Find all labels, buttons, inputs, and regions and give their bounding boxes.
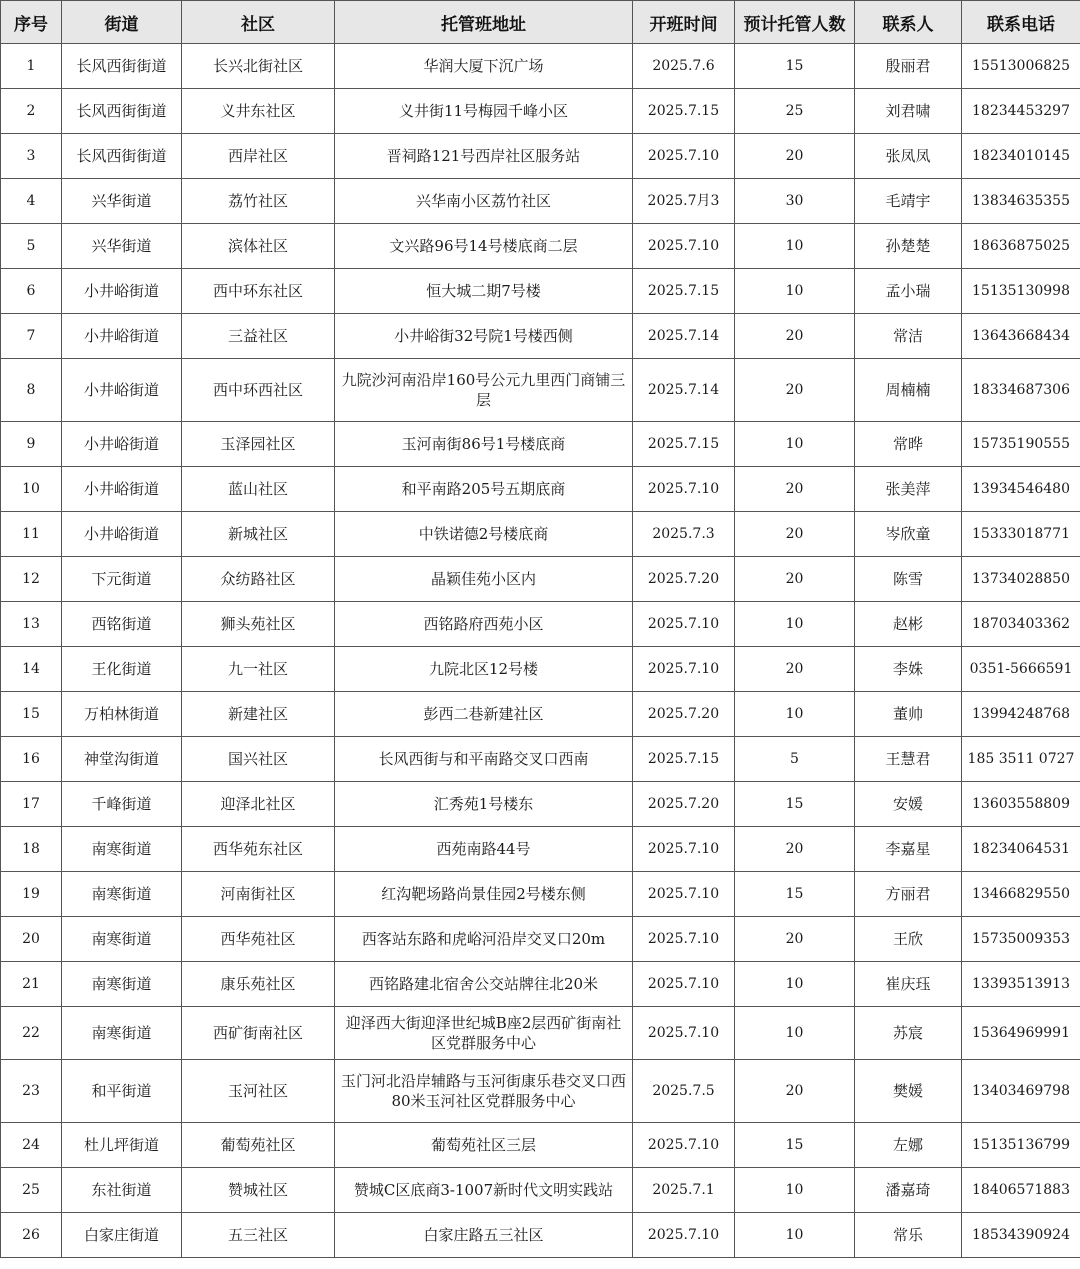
cell-subdistrict: 长风西街街道	[62, 89, 182, 134]
cell-phone: 15135136799	[962, 1123, 1080, 1168]
cell-capacity: 10	[735, 692, 855, 737]
cell-phone: 15333018771	[962, 512, 1080, 557]
cell-capacity: 10	[735, 1213, 855, 1258]
cell-subdistrict: 东社街道	[62, 1168, 182, 1213]
cell-start-date: 2025.7.1	[633, 1168, 735, 1213]
cell-contact: 常洁	[855, 314, 962, 359]
cell-contact: 常晔	[855, 422, 962, 467]
cell-contact: 安媛	[855, 782, 962, 827]
table-row	[1, 512, 1080, 557]
cell-capacity: 10	[735, 269, 855, 314]
cell-subdistrict: 南寒街道	[62, 1007, 182, 1060]
table-row	[1, 602, 1080, 647]
cell-phone: 15513006825	[962, 44, 1080, 89]
cell-index: 17	[1, 782, 62, 827]
cell-capacity: 30	[735, 179, 855, 224]
cell-index: 26	[1, 1213, 62, 1258]
cell-phone: 15364969991	[962, 1007, 1080, 1060]
cell-address: 彭西二巷新建社区	[335, 692, 633, 737]
table-row	[1, 1213, 1080, 1258]
cell-start-date: 2025.7.20	[633, 692, 735, 737]
cell-community: 赞城社区	[182, 1168, 335, 1213]
table-row	[1, 422, 1080, 467]
cell-address: 恒大城二期7号楼	[335, 269, 633, 314]
cell-subdistrict: 白家庄街道	[62, 1213, 182, 1258]
cell-phone: 15135130998	[962, 269, 1080, 314]
cell-subdistrict: 小井峪街道	[62, 314, 182, 359]
table-row	[1, 314, 1080, 359]
cell-start-date: 2025.7.10	[633, 827, 735, 872]
cell-community: 葡萄苑社区	[182, 1123, 335, 1168]
cell-address: 九院沙河南沿岸160号公元九里西门商铺三层	[335, 359, 633, 422]
header-contact: 联系人	[855, 1, 962, 44]
cell-phone: 13734028850	[962, 557, 1080, 602]
cell-community: 滨体社区	[182, 224, 335, 269]
cell-subdistrict: 小井峪街道	[62, 512, 182, 557]
cell-address: 小井峪街32号院1号楼西侧	[335, 314, 633, 359]
cell-capacity: 10	[735, 1007, 855, 1060]
cell-capacity: 20	[735, 134, 855, 179]
cell-contact: 王欣	[855, 917, 962, 962]
header-community: 社区	[182, 1, 335, 44]
cell-contact: 王慧君	[855, 737, 962, 782]
cell-community: 荔竹社区	[182, 179, 335, 224]
cell-index: 13	[1, 602, 62, 647]
cell-contact: 董帅	[855, 692, 962, 737]
header-address: 托管班地址	[335, 1, 633, 44]
cell-contact: 李姝	[855, 647, 962, 692]
cell-subdistrict: 南寒街道	[62, 827, 182, 872]
cell-address: 汇秀苑1号楼东	[335, 782, 633, 827]
cell-subdistrict: 千峰街道	[62, 782, 182, 827]
cell-index: 10	[1, 467, 62, 512]
cell-community: 西矿街南社区	[182, 1007, 335, 1060]
cell-community: 新建社区	[182, 692, 335, 737]
cell-phone: 18334687306	[962, 359, 1080, 422]
cell-community: 义井东社区	[182, 89, 335, 134]
cell-contact: 张美萍	[855, 467, 962, 512]
cell-index: 12	[1, 557, 62, 602]
cell-phone: 18234064531	[962, 827, 1080, 872]
table-row	[1, 872, 1080, 917]
table-row	[1, 647, 1080, 692]
cell-capacity: 20	[735, 827, 855, 872]
cell-capacity: 15	[735, 44, 855, 89]
table-row	[1, 89, 1080, 134]
cell-address: 九院北区12号楼	[335, 647, 633, 692]
cell-capacity: 10	[735, 602, 855, 647]
cell-start-date: 2025.7.10	[633, 467, 735, 512]
cell-subdistrict: 和平街道	[62, 1060, 182, 1123]
cell-capacity: 15	[735, 782, 855, 827]
cell-phone: 13834635355	[962, 179, 1080, 224]
table-row	[1, 1168, 1080, 1213]
cell-address: 玉门河北沿岸辅路与玉河街康乐巷交叉口西80米玉河社区党群服务中心	[335, 1060, 633, 1123]
table-row	[1, 179, 1080, 224]
cell-subdistrict: 下元街道	[62, 557, 182, 602]
cell-phone: 0351-5666591	[962, 647, 1080, 692]
header-capacity: 预计托管人数	[735, 1, 855, 44]
cell-address: 中铁诺德2号楼底商	[335, 512, 633, 557]
cell-community: 西岸社区	[182, 134, 335, 179]
cell-start-date: 2025.7.15	[633, 422, 735, 467]
cell-capacity: 20	[735, 467, 855, 512]
cell-start-date: 2025.7.10	[633, 917, 735, 962]
table-row	[1, 269, 1080, 314]
cell-address: 白家庄路五三社区	[335, 1213, 633, 1258]
cell-subdistrict: 王化街道	[62, 647, 182, 692]
table-row	[1, 224, 1080, 269]
cell-subdistrict: 南寒街道	[62, 917, 182, 962]
cell-subdistrict: 西铭街道	[62, 602, 182, 647]
cell-phone: 18406571883	[962, 1168, 1080, 1213]
cell-index: 5	[1, 224, 62, 269]
cell-contact: 岑欣童	[855, 512, 962, 557]
cell-subdistrict: 小井峪街道	[62, 467, 182, 512]
cell-address: 红沟靶场路尚景佳园2号楼东侧	[335, 872, 633, 917]
header-index: 序号	[1, 1, 62, 44]
table-row	[1, 134, 1080, 179]
cell-start-date: 2025.7.10	[633, 224, 735, 269]
cell-index: 9	[1, 422, 62, 467]
cell-capacity: 20	[735, 647, 855, 692]
cell-start-date: 2025.7.10	[633, 872, 735, 917]
cell-address: 葡萄苑社区三层	[335, 1123, 633, 1168]
cell-capacity: 10	[735, 1168, 855, 1213]
cell-subdistrict: 万柏林街道	[62, 692, 182, 737]
cell-start-date: 2025.7.10	[633, 962, 735, 1007]
cell-contact: 陈雪	[855, 557, 962, 602]
cell-subdistrict: 南寒街道	[62, 962, 182, 1007]
cell-address: 西铭路建北宿舍公交站牌往北20米	[335, 962, 633, 1007]
cell-capacity: 20	[735, 557, 855, 602]
cell-address: 兴华南小区荔竹社区	[335, 179, 633, 224]
cell-phone: 18234010145	[962, 134, 1080, 179]
cell-phone: 18703403362	[962, 602, 1080, 647]
cell-capacity: 15	[735, 1123, 855, 1168]
table-row	[1, 827, 1080, 872]
cell-phone: 13994248768	[962, 692, 1080, 737]
cell-address: 华润大厦下沉广场	[335, 44, 633, 89]
cell-index: 8	[1, 359, 62, 422]
cell-capacity: 20	[735, 1060, 855, 1123]
table-row	[1, 44, 1080, 89]
cell-address: 长风西街与和平南路交叉口西南	[335, 737, 633, 782]
cell-start-date: 2025.7.20	[633, 557, 735, 602]
cell-index: 23	[1, 1060, 62, 1123]
cell-community: 五三社区	[182, 1213, 335, 1258]
cell-community: 西中环西社区	[182, 359, 335, 422]
cell-community: 长兴北街社区	[182, 44, 335, 89]
cell-address: 赞城C区底商3-1007新时代文明实践站	[335, 1168, 633, 1213]
cell-community: 西华苑社区	[182, 917, 335, 962]
table-row	[1, 557, 1080, 602]
cell-community: 河南街社区	[182, 872, 335, 917]
cell-address: 和平南路205号五期底商	[335, 467, 633, 512]
cell-contact: 苏宸	[855, 1007, 962, 1060]
cell-capacity: 15	[735, 872, 855, 917]
cell-contact: 潘嘉琦	[855, 1168, 962, 1213]
cell-index: 1	[1, 44, 62, 89]
cell-start-date: 2025.7.10	[633, 1213, 735, 1258]
cell-community: 九一社区	[182, 647, 335, 692]
cell-phone: 15735190555	[962, 422, 1080, 467]
table-row	[1, 782, 1080, 827]
cell-contact: 方丽君	[855, 872, 962, 917]
cell-index: 4	[1, 179, 62, 224]
table-row	[1, 737, 1080, 782]
cell-contact: 周楠楠	[855, 359, 962, 422]
cell-phone: 185 3511 0727	[962, 737, 1080, 782]
cell-subdistrict: 神堂沟街道	[62, 737, 182, 782]
cell-community: 众纺路社区	[182, 557, 335, 602]
cell-index: 11	[1, 512, 62, 557]
cell-start-date: 2025.7.14	[633, 314, 735, 359]
table-row	[1, 1060, 1080, 1123]
cell-address: 西铭路府西苑小区	[335, 602, 633, 647]
cell-address: 义井街11号梅园千峰小区	[335, 89, 633, 134]
cell-subdistrict: 南寒街道	[62, 872, 182, 917]
table-row	[1, 917, 1080, 962]
cell-contact: 樊媛	[855, 1060, 962, 1123]
table-row	[1, 1007, 1080, 1060]
cell-index: 2	[1, 89, 62, 134]
cell-capacity: 20	[735, 512, 855, 557]
cell-index: 24	[1, 1123, 62, 1168]
cell-contact: 刘君啸	[855, 89, 962, 134]
cell-start-date: 2025.7.10	[633, 1007, 735, 1060]
cell-phone: 18636875025	[962, 224, 1080, 269]
cell-contact: 赵彬	[855, 602, 962, 647]
table-row	[1, 692, 1080, 737]
cell-community: 狮头苑社区	[182, 602, 335, 647]
cell-community: 国兴社区	[182, 737, 335, 782]
cell-community: 三益社区	[182, 314, 335, 359]
cell-contact: 常乐	[855, 1213, 962, 1258]
cell-index: 14	[1, 647, 62, 692]
cell-index: 18	[1, 827, 62, 872]
cell-start-date: 2025.7.14	[633, 359, 735, 422]
table-body	[1, 44, 1080, 1258]
cell-phone: 18234453297	[962, 89, 1080, 134]
header-subdistrict: 街道	[62, 1, 182, 44]
cell-subdistrict: 长风西街街道	[62, 134, 182, 179]
header-phone: 联系电话	[962, 1, 1080, 44]
cell-subdistrict: 兴华街道	[62, 224, 182, 269]
cell-capacity: 25	[735, 89, 855, 134]
cell-address: 晋祠路121号西岸社区服务站	[335, 134, 633, 179]
cell-index: 22	[1, 1007, 62, 1060]
cell-capacity: 10	[735, 422, 855, 467]
cell-contact: 殷丽君	[855, 44, 962, 89]
table-row	[1, 962, 1080, 1007]
cell-start-date: 2025.7.10	[633, 134, 735, 179]
cell-phone: 13603558809	[962, 782, 1080, 827]
cell-address: 晶颖佳苑小区内	[335, 557, 633, 602]
cell-community: 蓝山社区	[182, 467, 335, 512]
cell-index: 15	[1, 692, 62, 737]
cell-contact: 孟小瑞	[855, 269, 962, 314]
cell-address: 玉河南街86号1号楼底商	[335, 422, 633, 467]
cell-contact: 李嘉星	[855, 827, 962, 872]
cell-phone: 13934546480	[962, 467, 1080, 512]
cell-start-date: 2025.7.5	[633, 1060, 735, 1123]
cell-start-date: 2025.7.6	[633, 44, 735, 89]
table-row	[1, 1123, 1080, 1168]
cell-community: 西华苑东社区	[182, 827, 335, 872]
cell-contact: 左娜	[855, 1123, 962, 1168]
cell-contact: 毛靖宇	[855, 179, 962, 224]
cell-index: 19	[1, 872, 62, 917]
cell-address: 西客站东路和虎峪河沿岸交叉口20m	[335, 917, 633, 962]
cell-phone: 18534390924	[962, 1213, 1080, 1258]
table-row	[1, 467, 1080, 512]
cell-address: 迎泽西大街迎泽世纪城B座2层西矿街南社区党群服务中心	[335, 1007, 633, 1060]
table-row	[1, 359, 1080, 422]
cell-capacity: 20	[735, 917, 855, 962]
cell-subdistrict: 小井峪街道	[62, 269, 182, 314]
cell-address: 西苑南路44号	[335, 827, 633, 872]
cell-start-date: 2025.7.15	[633, 89, 735, 134]
cell-start-date: 2025.7.10	[633, 647, 735, 692]
cell-community: 玉泽园社区	[182, 422, 335, 467]
cell-index: 3	[1, 134, 62, 179]
cell-address: 文兴路96号14号楼底商二层	[335, 224, 633, 269]
cell-capacity: 20	[735, 359, 855, 422]
cell-start-date: 2025.7.15	[633, 737, 735, 782]
cell-start-date: 2025.7.3	[633, 512, 735, 557]
cell-start-date: 2025.7.10	[633, 602, 735, 647]
cell-community: 迎泽北社区	[182, 782, 335, 827]
cell-contact: 孙楚楚	[855, 224, 962, 269]
cell-phone: 13466829550	[962, 872, 1080, 917]
cell-community: 西中环东社区	[182, 269, 335, 314]
cell-subdistrict: 兴华街道	[62, 179, 182, 224]
header-start-date: 开班时间	[633, 1, 735, 44]
cell-capacity: 10	[735, 224, 855, 269]
cell-capacity: 10	[735, 962, 855, 1007]
cell-community: 康乐苑社区	[182, 962, 335, 1007]
cell-start-date: 2025.7.10	[633, 1123, 735, 1168]
table-header-row	[1, 1, 1080, 44]
cell-index: 16	[1, 737, 62, 782]
cell-index: 6	[1, 269, 62, 314]
cell-community: 新城社区	[182, 512, 335, 557]
cell-phone: 13403469798	[962, 1060, 1080, 1123]
cell-phone: 15735009353	[962, 917, 1080, 962]
cell-subdistrict: 小井峪街道	[62, 422, 182, 467]
cell-start-date: 2025.7月3	[633, 179, 735, 224]
cell-subdistrict: 长风西街街道	[62, 44, 182, 89]
cell-subdistrict: 杜儿坪街道	[62, 1123, 182, 1168]
cell-community: 玉河社区	[182, 1060, 335, 1123]
cell-index: 20	[1, 917, 62, 962]
cell-index: 21	[1, 962, 62, 1007]
cell-phone: 13393513913	[962, 962, 1080, 1007]
cell-phone: 13643668434	[962, 314, 1080, 359]
cell-index: 7	[1, 314, 62, 359]
cell-start-date: 2025.7.20	[633, 782, 735, 827]
cell-capacity: 5	[735, 737, 855, 782]
cell-index: 25	[1, 1168, 62, 1213]
cell-start-date: 2025.7.15	[633, 269, 735, 314]
cell-contact: 张凤凤	[855, 134, 962, 179]
cell-capacity: 20	[735, 314, 855, 359]
cell-subdistrict: 小井峪街道	[62, 359, 182, 422]
cell-contact: 崔庆珏	[855, 962, 962, 1007]
